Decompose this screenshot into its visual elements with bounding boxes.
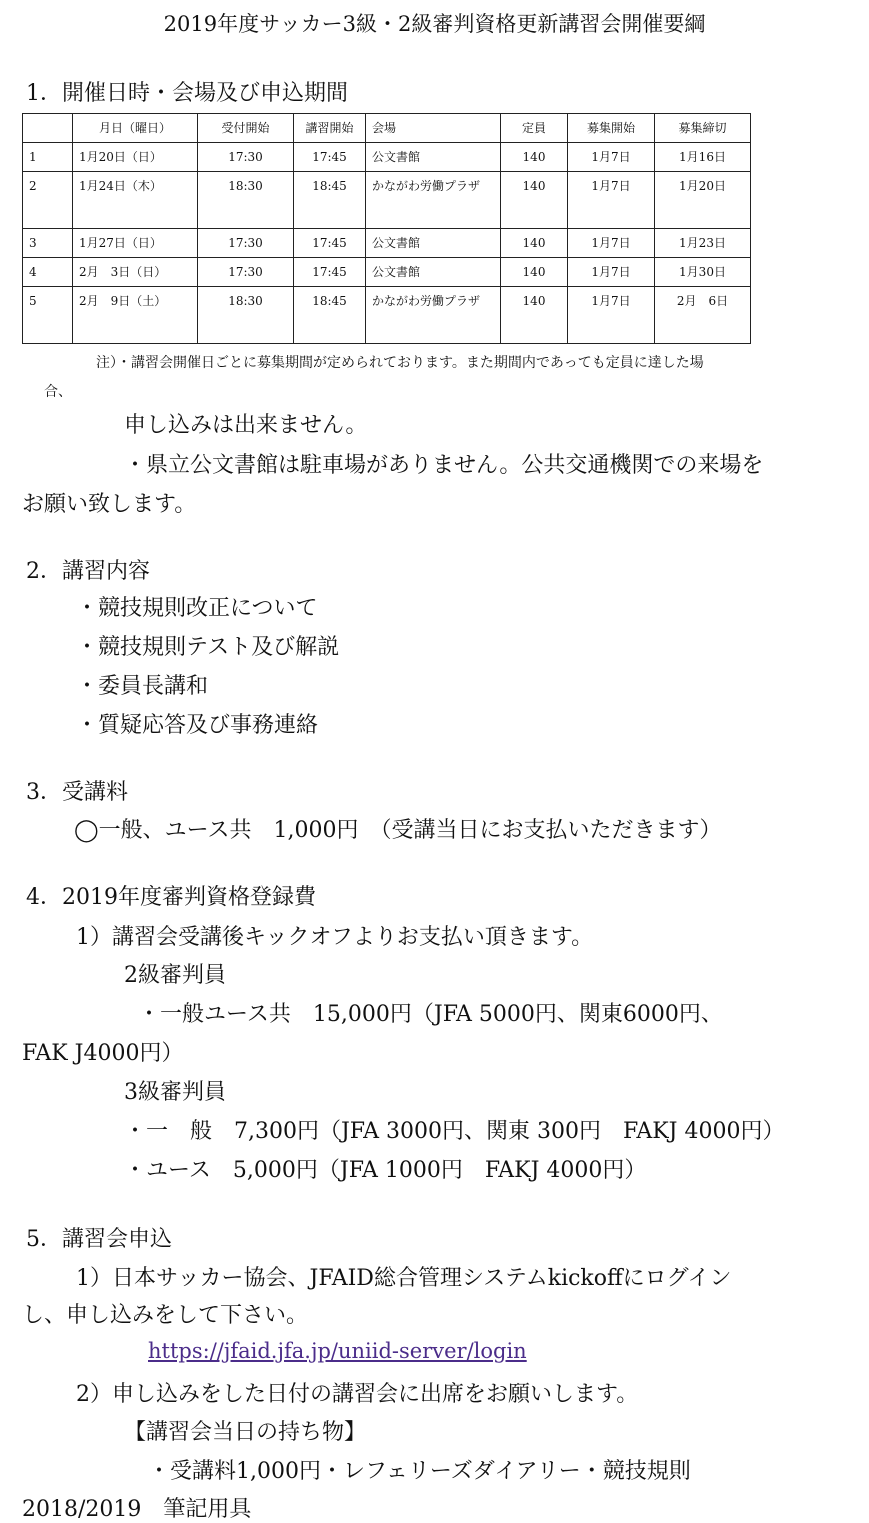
table-header-cell: 受付開始 (198, 114, 294, 143)
registration-note: 1）講習会受講後キックオフよりお支払い頂きます。 (76, 925, 594, 950)
table-cell: 17:30 (198, 229, 294, 258)
grade3-label: 3級審判員 (124, 1080, 226, 1105)
section4-heading: 4．2019年度審判資格登録費 (26, 885, 316, 910)
table-cell: 2月 3日（日） (73, 258, 198, 287)
parking-note-line1: ・県立公文書館は駐車場がありません。公共交通機関での来場を (124, 453, 764, 478)
table-cell: 17:45 (294, 229, 366, 258)
table-cell: 5 (23, 287, 73, 344)
table-cell: 140 (501, 172, 568, 229)
parking-note-line2: お願い致します。 (22, 492, 197, 517)
table-header-cell: 募集締切 (655, 114, 751, 143)
table-cell: 17:30 (198, 143, 294, 172)
list-item: ・競技規則テスト及び解説 (76, 635, 340, 660)
table-header-cell: 募集開始 (568, 114, 655, 143)
table-cell: 140 (501, 287, 568, 344)
section2-heading: 2．講習内容 (26, 559, 150, 584)
table-cell: 18:45 (294, 172, 366, 229)
table-cell: 1月27日（日） (73, 229, 198, 258)
table-cell: 2月 6日 (655, 287, 751, 344)
table-cell: 1月7日 (568, 287, 655, 344)
table-cell: 2月 9日（土） (73, 287, 198, 344)
table-row (23, 229, 751, 258)
list-item: ・委員長講和 (76, 674, 209, 699)
table-cell: 1月24日（木） (73, 172, 198, 229)
application-line2: し、申し込みをして下さい。 (22, 1303, 309, 1328)
table-cell: 公文書館 (366, 143, 501, 172)
document-title: 2019年度サッカー3級・2級審判資格更新講習会開催要綱 (163, 12, 706, 36)
table-cell: 1月7日 (568, 229, 655, 258)
attendance-note: 2）申し込みをした日付の講習会に出席をお願いします。 (76, 1382, 639, 1407)
table-cell: 18:30 (198, 172, 294, 229)
table-cell: 1月16日 (655, 143, 751, 172)
application-line1: 1）日本サッカー協会、JFAID総合管理システムkickoffにログイン (76, 1266, 732, 1291)
table-cell: 18:30 (198, 287, 294, 344)
table-cell: かながわ労働プラザ (366, 172, 501, 229)
table-cell: 1 (23, 143, 73, 172)
table-row (23, 258, 751, 287)
table-header-row (23, 114, 751, 143)
table-cell: 1月20日（日） (73, 143, 198, 172)
table-cell: 18:45 (294, 287, 366, 344)
table-cell: 1月7日 (568, 172, 655, 229)
section1-heading: 1．開催日時・会場及び申込期間 (26, 81, 348, 106)
table-cell: 4 (23, 258, 73, 287)
table-cell: 17:45 (294, 258, 366, 287)
grade3-youth-fee: ・ユース 5,000円（JFA 1000円 FAKJ 4000円） (124, 1158, 647, 1183)
table-row (23, 172, 751, 229)
fee-line: ◯一般、ユース共 1,000円 （受講当日にお支払いただきます） (74, 818, 722, 843)
table-cell: 140 (501, 143, 568, 172)
table-note-line2: 合、 (44, 384, 72, 400)
login-link[interactable]: https://jfaid.jfa.jp/uniid-server/login (148, 1339, 527, 1363)
table-header-cell: 月日（曜日） (73, 114, 198, 143)
table-cell: 公文書館 (366, 258, 501, 287)
table-cell: 140 (501, 258, 568, 287)
table-header-cell: 定員 (501, 114, 568, 143)
table-row (23, 143, 751, 172)
table-cell: 2 (23, 172, 73, 229)
table-cell: かながわ労働プラザ (366, 287, 501, 344)
bring-items-cutoff-line: 2018/2019 筆記用具 (22, 1497, 252, 1522)
table-note-line1: 注）・講習会開催日ごとに募集期間が定められております。また期間内であっても定員に達した場 (96, 355, 704, 371)
table-cell: 1月23日 (655, 229, 751, 258)
table-header-cell (23, 114, 73, 143)
table-cell: 1月7日 (568, 143, 655, 172)
list-item: ・質疑応答及び事務連絡 (76, 713, 319, 738)
table-row (23, 287, 751, 344)
grade2-fee-line2: FAK J4000円） (22, 1041, 184, 1066)
table-cell: 1月20日 (655, 172, 751, 229)
grade2-label: 2級審判員 (124, 963, 226, 988)
table-cell: 1月30日 (655, 258, 751, 287)
table-cell: 17:30 (198, 258, 294, 287)
section3-heading: 3．受講料 (26, 780, 128, 805)
bring-items-label: 【講習会当日の持ち物】 (124, 1420, 367, 1445)
section5-heading: 5．講習会申込 (26, 1227, 172, 1252)
table-cell: 140 (501, 229, 568, 258)
table-cell: 公文書館 (366, 229, 501, 258)
table-cell: 17:45 (294, 143, 366, 172)
table-note-line3: 申し込みは出来ません。 (124, 413, 368, 438)
list-item: ・競技規則改正について (76, 596, 318, 621)
schedule-table (22, 113, 751, 344)
grade3-general-fee: ・一 般 7,300円（JFA 3000円、関東 300円 FAKJ 4000円） (124, 1119, 785, 1144)
grade2-fee-line1: ・一般ユース共 15,000円（JFA 5000円、関東6000円、 (138, 1002, 723, 1027)
table-header-cell: 講習開始 (294, 114, 366, 143)
bring-items-line: ・受講料1,000円・レフェリーズダイアリー・競技規則 (148, 1459, 691, 1484)
table-cell: 1月7日 (568, 258, 655, 287)
table-header-cell: 会場 (366, 114, 501, 143)
table-cell: 3 (23, 229, 73, 258)
